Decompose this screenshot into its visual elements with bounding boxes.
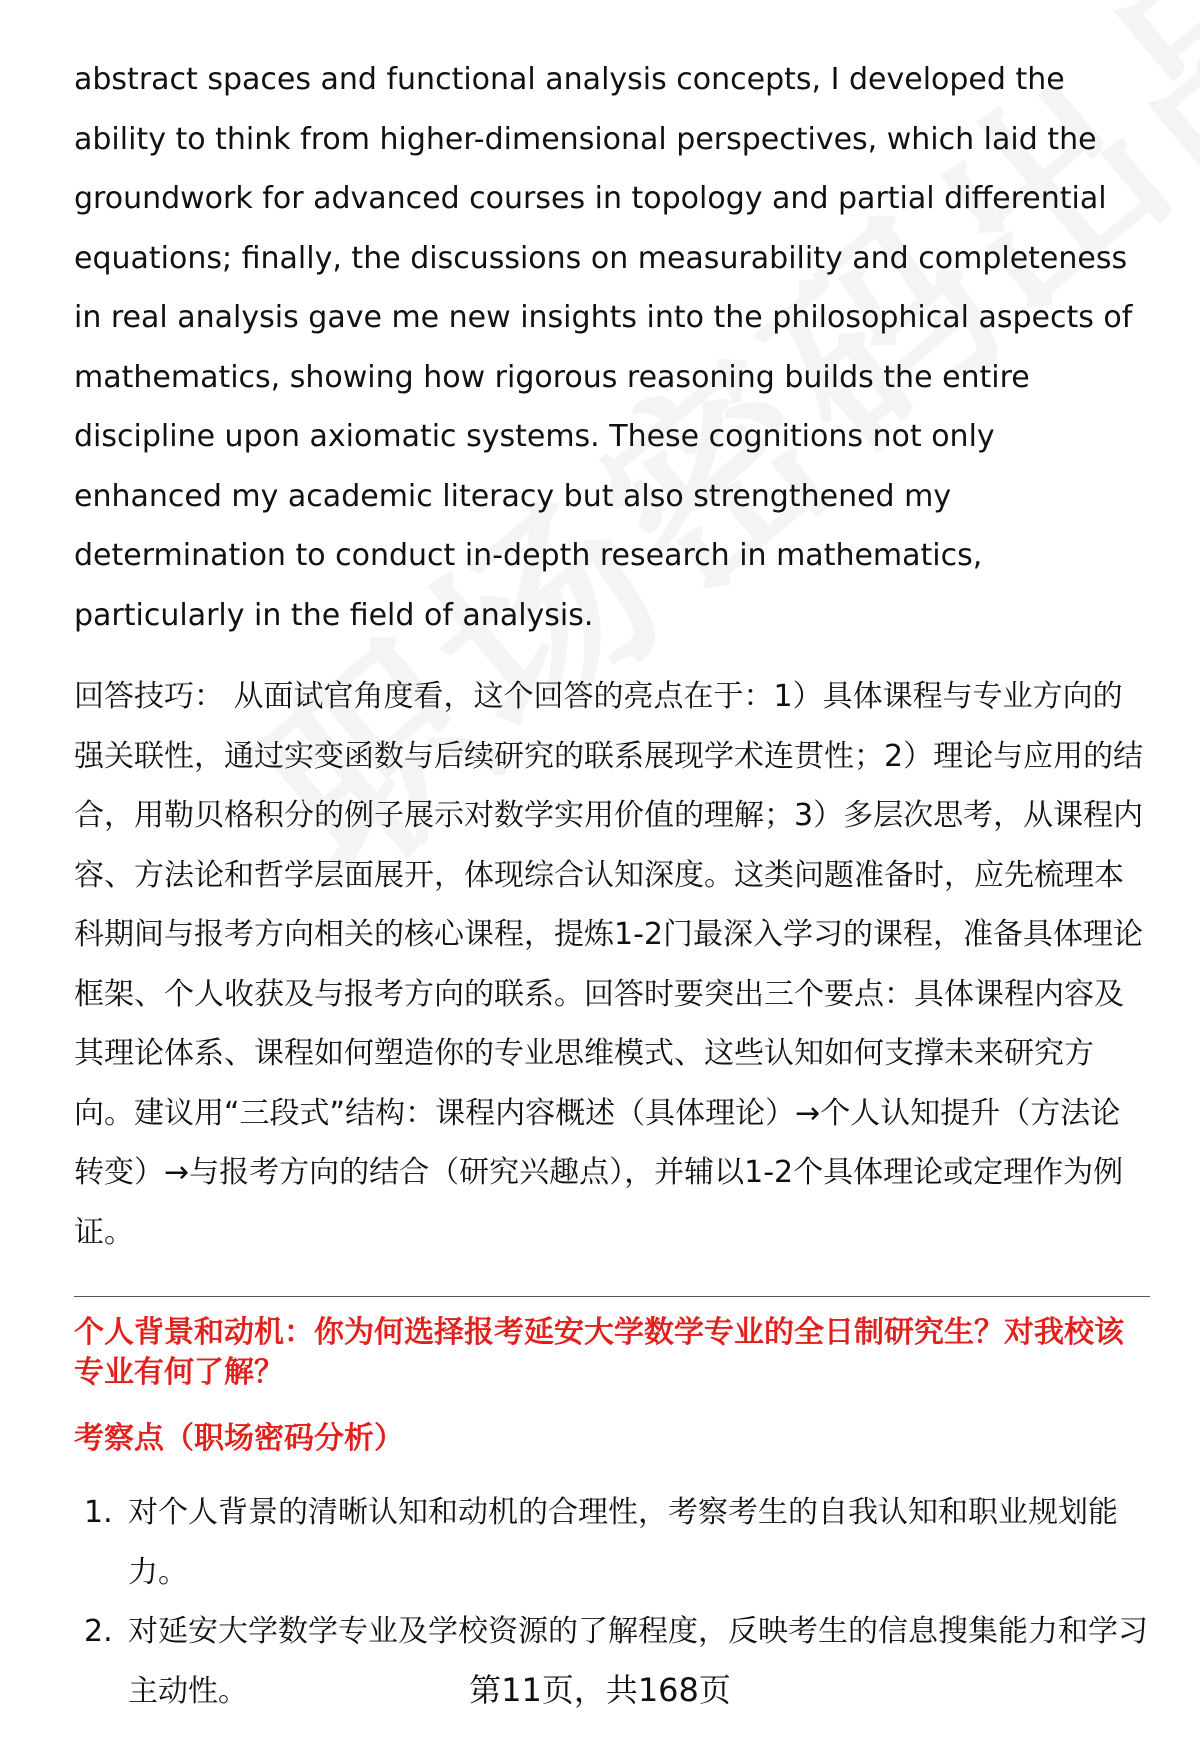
page-footer: 第11页，共168页 <box>469 1671 731 1709</box>
page-content <box>74 50 1150 1721</box>
answer-tips: 回答技巧： 从面试官角度看，这个回答的亮点在于：1）具体课程与专业方向的强关联性，通过实变函数与后续研究的联系展现学术连贯性；2）理论与应用的结合，用勒贝格积分的例子展示对数学实用价值的理解；3）多层次思考，从课程内容、方法论和哲学层面展开，体现综合认知深度。这类问题准备时，应先梳理本科期间与报考方向相关的核心课程，提炼1-2门最深入学习的课程，准备具体理论框架、个人收获及与报考方向的联系。回答时要突出三个要点：具体课程内容及其理论体系、课程如何塑造你的专业思维模式、这些认知如何支撑未来研究方向。建议用“三段式”结构：课程内容概述（具体理论）→个人认知提升（方法论转变）→与报考方向的结合（研究兴趣点），并辅以1-2个具体理论或定理作为例证。 <box>74 679 1144 1250</box>
list-item-text: 对延安大学数学专业及学校资源的了解程度，反映考生的信息搜集能力和学习主动性。 <box>128 1614 1148 1709</box>
assessment-points-heading: 考察点（职场密码分析） <box>74 1421 404 1456</box>
list-item-number: 2. <box>84 1614 113 1649</box>
list-item <box>74 1483 1150 1602</box>
section-divider <box>74 1296 1150 1297</box>
question-heading: 个人背景和动机：你为何选择报考延安大学数学专业的全日制研究生？对我校该专业有何了解？ <box>74 1315 1124 1390</box>
list-item-number: 1. <box>84 1495 113 1530</box>
list-item-text: 对个人背景的清晰认知和动机的合理性，考察考生的自我认知和职业规划能力。 <box>128 1495 1118 1590</box>
body-paragraph: abstract spaces and functional analysis concepts, I developed the ability to think from higher-dimensional perspectives, which laid the groundwork for advanced courses in topology and partial differential equations; finally, the discussions on measurability and completeness in real analysis gave me new insights into the philosophical aspects of mathematics, showing how rigorous reasoning builds the entire discipline upon axiomatic systems. These cognitions not only enhanced my academic literacy but also strengthened my determination to conduct in-depth research in mathematics, particularly in the field of analysis. <box>74 62 1133 633</box>
